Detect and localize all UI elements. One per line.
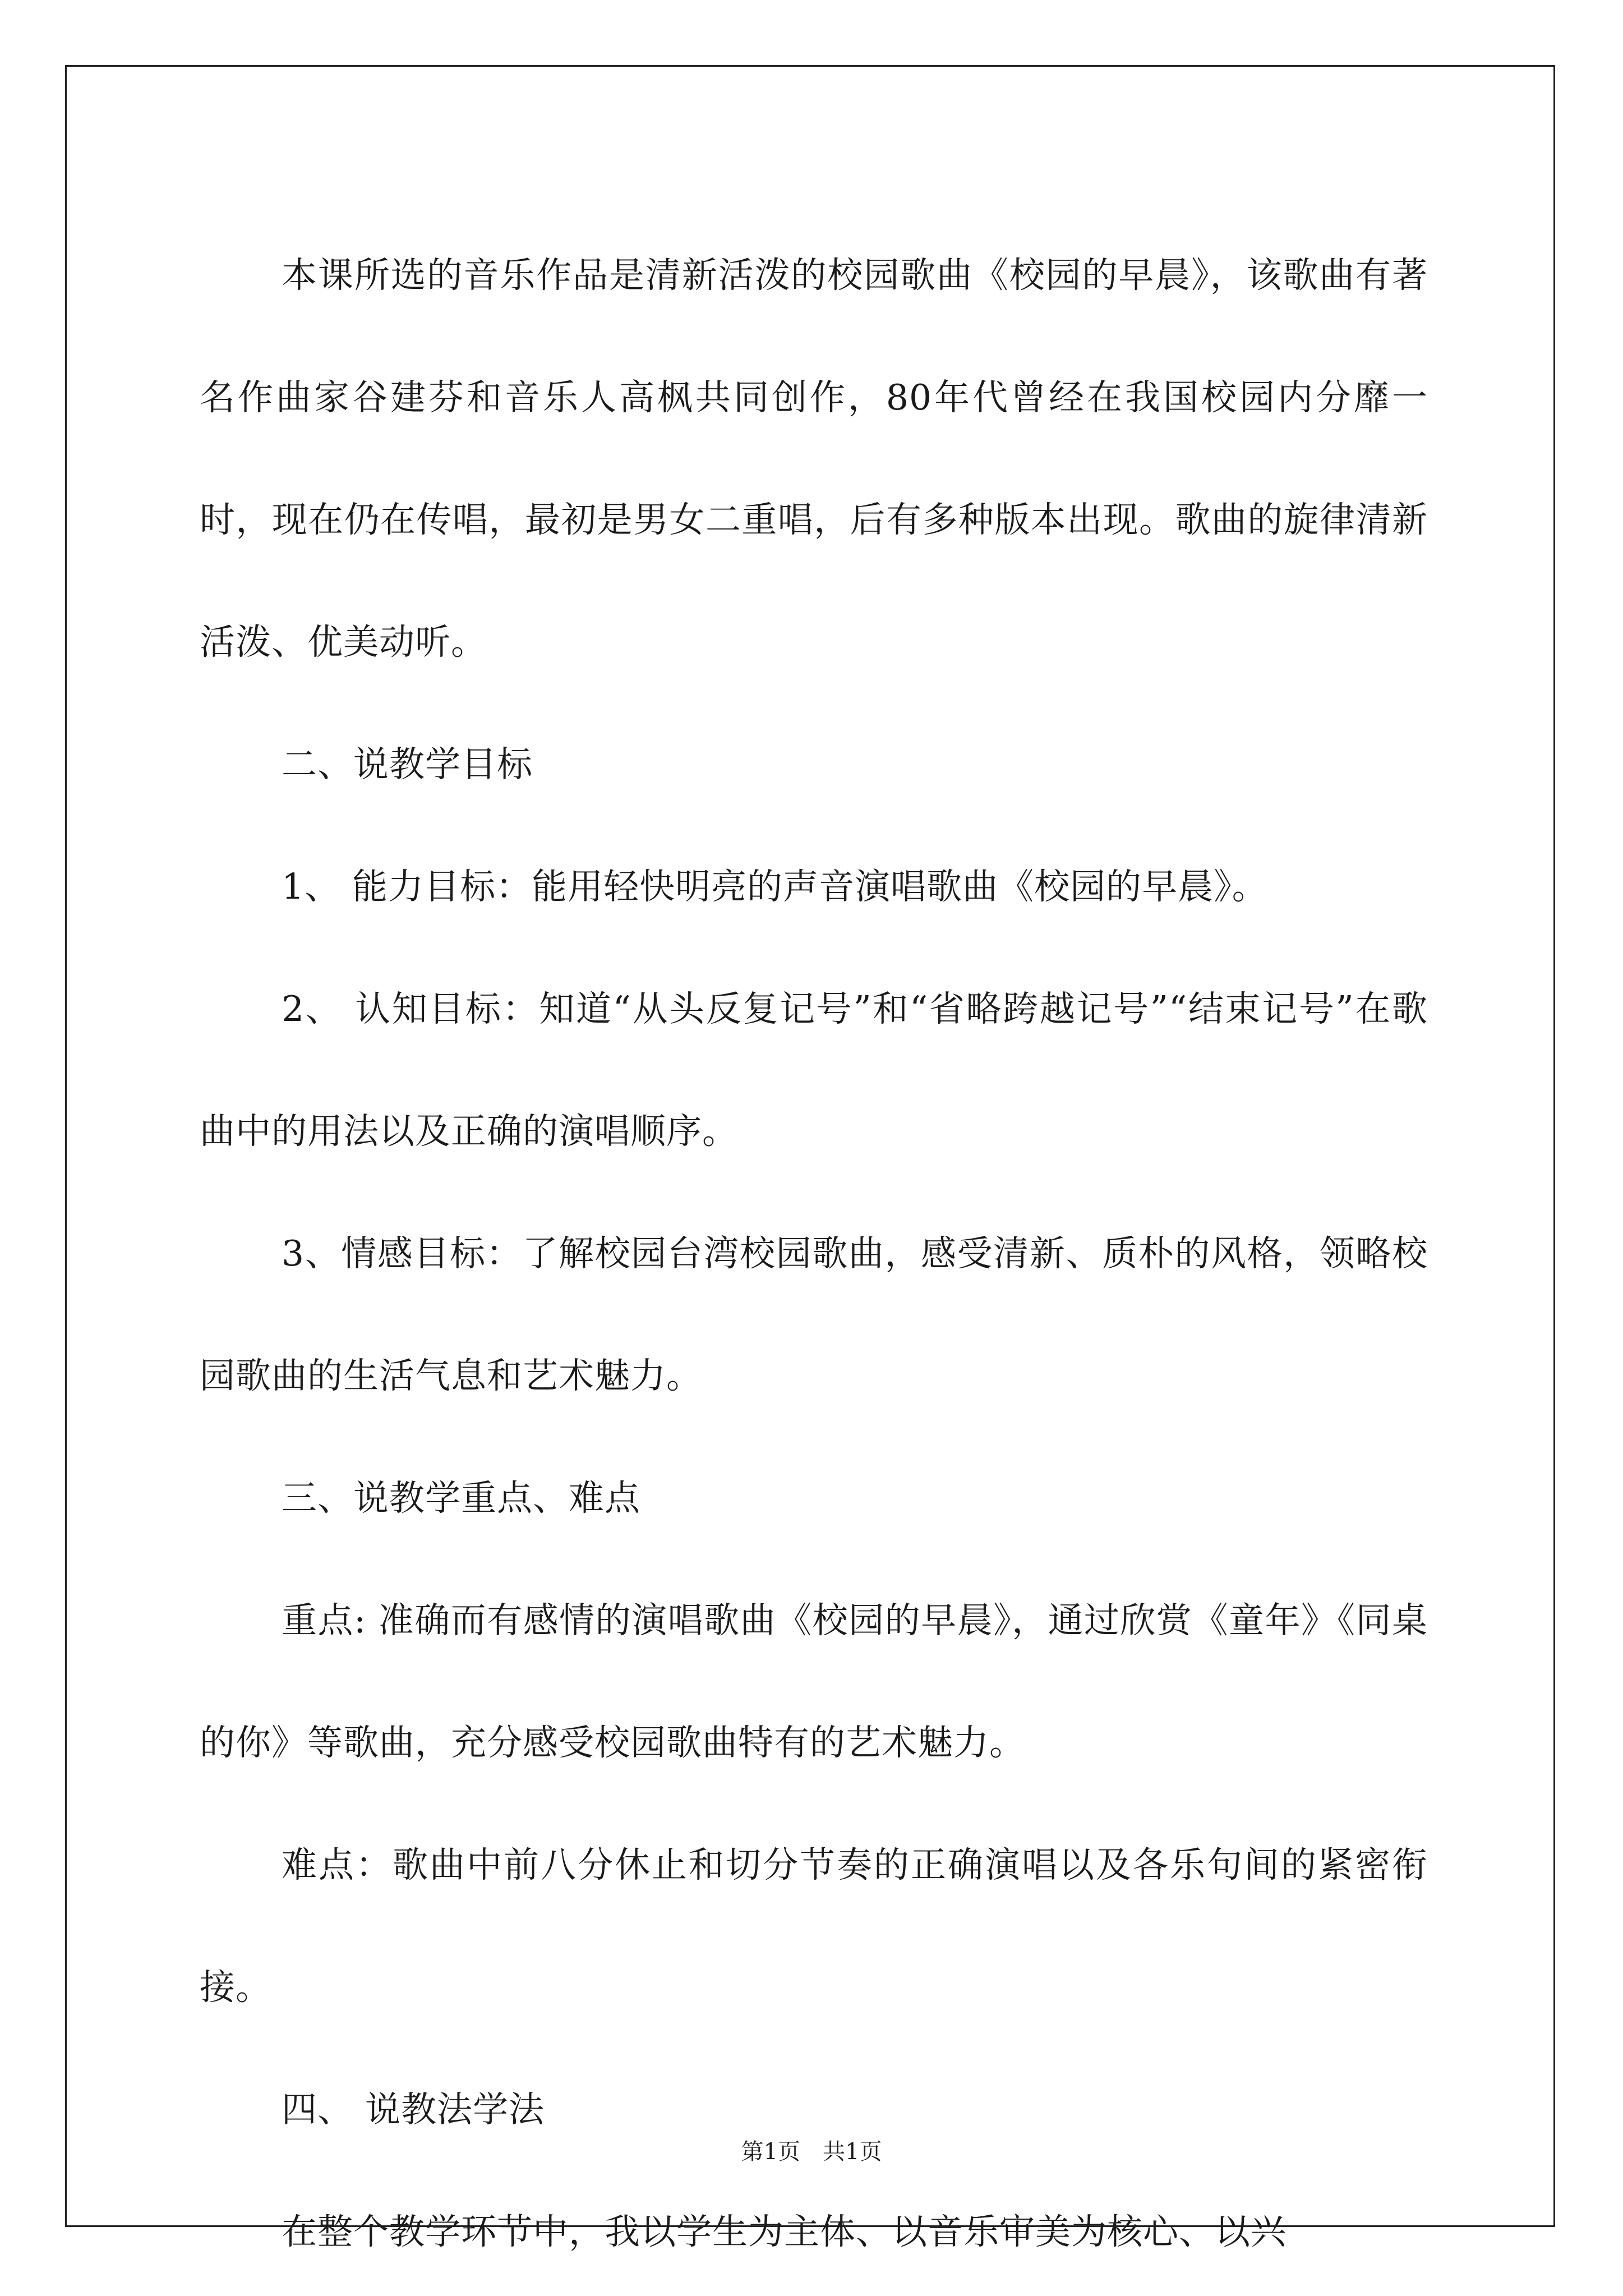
- page-number-footer: 第1页 共1页: [741, 2139, 882, 2165]
- goal-ability: 1、 能力目标：能用轻快明亮的声音演唱歌曲《校园的早晨》。: [282, 866, 1268, 907]
- paragraph-methods: 在整个教学环节中，我以学生为主体、以音乐审美为核心、以兴: [282, 2211, 1287, 2252]
- heading-key-points: 三、说教学重点、难点: [282, 1478, 640, 1519]
- heading-teaching-methods: 四、 说教法学法: [282, 2089, 545, 2130]
- goal-emotion: 3、情感目标：了解校园台湾校园歌曲，感受清新、质朴的风格，领略校园歌曲的生活气息和艺术魅力。: [200, 1233, 1428, 1396]
- document-body: [200, 214, 1428, 2293]
- paragraph-difficulty: 难点：歌曲中前八分休止和切分节奏的正确演唱以及各乐句间的紧密衔接。: [200, 1844, 1428, 2008]
- paragraph-intro: 本课所选的音乐作品是清新活泼的校园歌曲《校园的早晨》，该歌曲有著名作曲家谷建芬和音乐人高枫共同创作，80年代曾经在我国校园内分靡一时，现在仍在传唱，最初是男女二重唱，后有多种版本出现。歌曲的旋律清新活泼、优美动听。: [200, 255, 1428, 662]
- goal-cognition: 2、 认知目标：知道“从头反复记号”和“省略跨越记号”“结束记号”在歌曲中的用法以及正确的演唱顺序。: [200, 988, 1428, 1152]
- heading-teaching-goals: 二、说教学目标: [282, 744, 533, 785]
- paragraph-key-point: 重点: 准确而有感情的演唱歌曲《校园的早晨》，通过欣赏《童年》《同桌的你》等歌曲，充分感受校园歌曲特有的艺术魅力。: [200, 1600, 1428, 1763]
